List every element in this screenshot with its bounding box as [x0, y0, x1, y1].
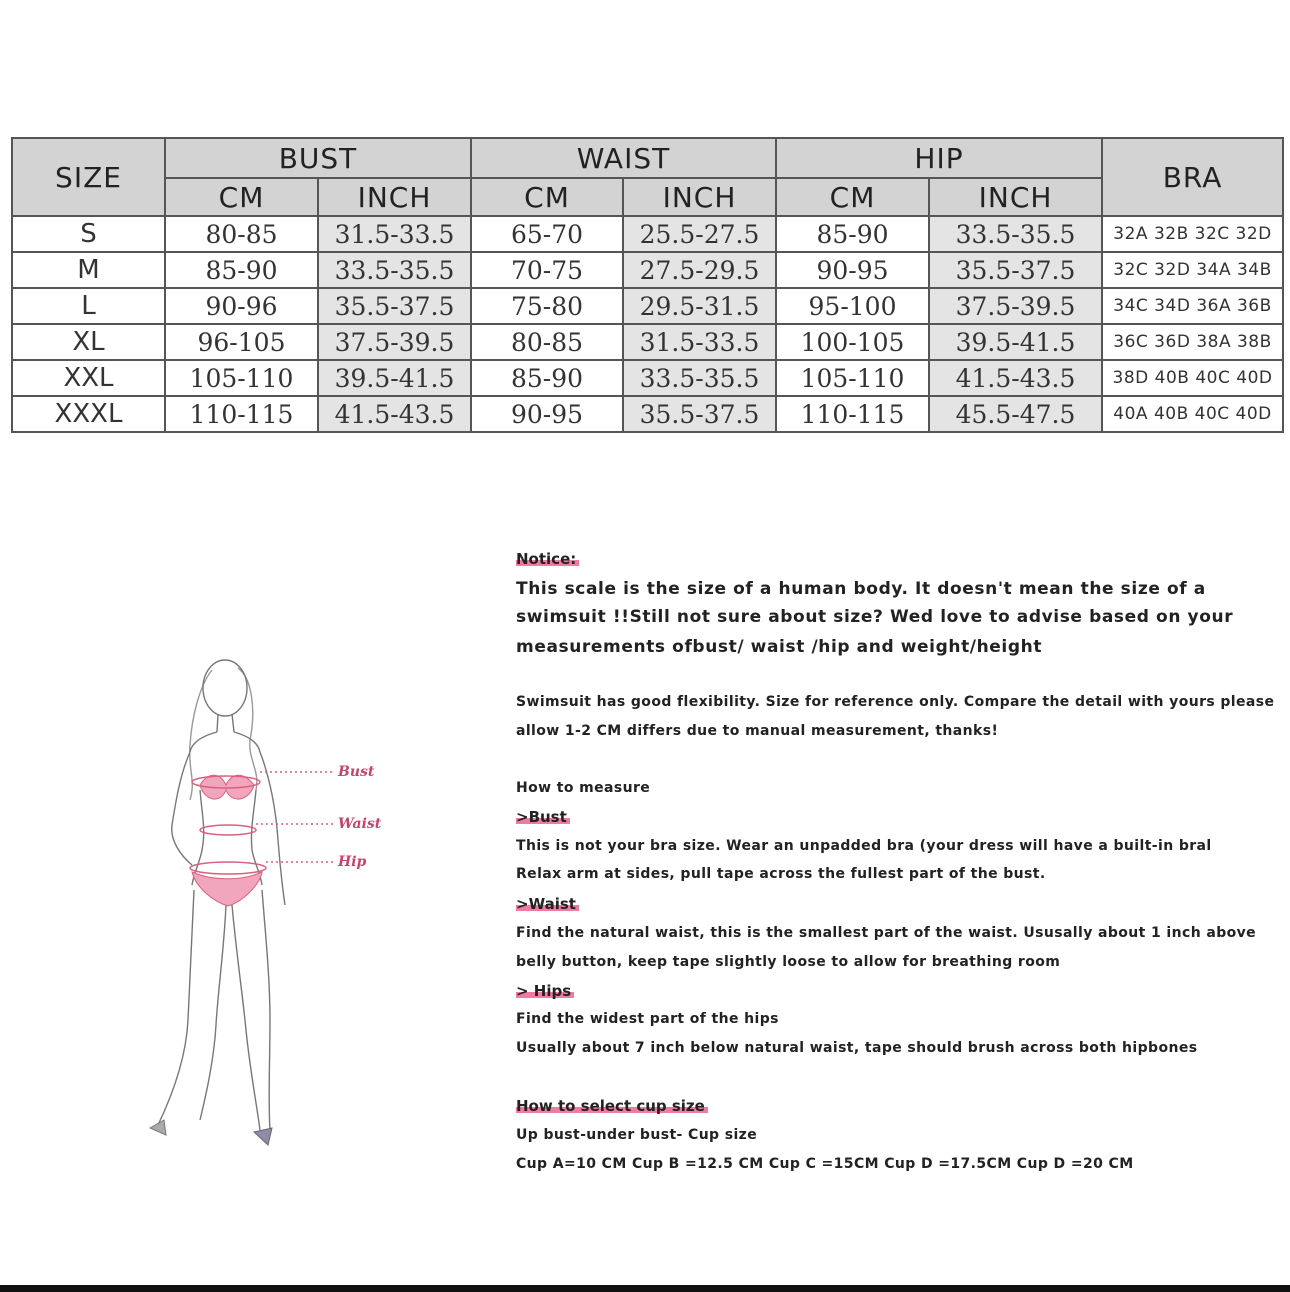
- size-cell: XL: [12, 324, 165, 360]
- size-cell: S: [12, 216, 165, 252]
- measure-cell: 31.5-33.5: [318, 216, 471, 252]
- measure-cell: 110-115: [776, 396, 929, 432]
- hip-label: Hip: [338, 854, 367, 870]
- measure-cell: 85-90: [471, 360, 623, 396]
- cup-line-2: Cup A=10 CM Cup B =12.5 CM Cup C =15CM Cup D =17.5CM Cup D =20 CM: [516, 1156, 1134, 1172]
- bottom-bar: [0, 1285, 1290, 1292]
- bra-header: BRA: [1102, 138, 1283, 216]
- table-row: [12, 360, 1283, 396]
- hip-inch-header: INCH: [929, 178, 1102, 216]
- body-measurement-illustration: [120, 640, 420, 1160]
- measure-cell: 35.5-37.5: [929, 252, 1102, 288]
- hips-title: > Hips: [516, 982, 574, 1000]
- size-cell: M: [12, 252, 165, 288]
- measure-cell: 75-80: [471, 288, 623, 324]
- bust-title: >Bust: [516, 808, 570, 826]
- measure-cell: 100-105: [776, 324, 929, 360]
- waist-label: Waist: [338, 816, 382, 832]
- waist-header: WAIST: [471, 138, 776, 178]
- bra-cell: 34C 34D 36A 36B: [1102, 288, 1283, 324]
- bra-cell: 32C 32D 34A 34B: [1102, 252, 1283, 288]
- size-cell: L: [12, 288, 165, 324]
- measure-cell: 31.5-33.5: [623, 324, 776, 360]
- how-to-measure: How to measure: [516, 780, 651, 796]
- waist-title: >Waist: [516, 895, 579, 913]
- size-chart-table: [11, 137, 1284, 433]
- measure-cell: 39.5-41.5: [318, 360, 471, 396]
- waist-inch-header: INCH: [623, 178, 776, 216]
- waist-cm-header: CM: [471, 178, 623, 216]
- measure-cell: 35.5-37.5: [623, 396, 776, 432]
- measure-cell: 35.5-37.5: [318, 288, 471, 324]
- table-row: [12, 324, 1283, 360]
- size-header: SIZE: [12, 138, 165, 216]
- measure-cell: 80-85: [471, 324, 623, 360]
- measure-cell: 41.5-43.5: [318, 396, 471, 432]
- bust-inch-header: INCH: [318, 178, 471, 216]
- bra-cell: 32A 32B 32C 32D: [1102, 216, 1283, 252]
- measure-cell: 25.5-27.5: [623, 216, 776, 252]
- bust-cm-header: CM: [165, 178, 318, 216]
- cup-line-1: Up bust-under bust- Cup size: [516, 1127, 758, 1143]
- bust-header: BUST: [165, 138, 471, 178]
- measure-cell: 33.5-35.5: [318, 252, 471, 288]
- measure-cell: 33.5-35.5: [929, 216, 1102, 252]
- measure-cell: 39.5-41.5: [929, 324, 1102, 360]
- measure-cell: 37.5-39.5: [929, 288, 1102, 324]
- table-row: [12, 252, 1283, 288]
- cup-title: How to select cup size: [516, 1097, 708, 1115]
- notice-line-1: This scale is the size of a human body. It doesn't mean the size of a: [516, 579, 1206, 599]
- flex-line-2: allow 1-2 CM differs due to manual measurement, thanks!: [516, 723, 999, 739]
- measure-cell: 110-115: [165, 396, 318, 432]
- hips-line-1: Find the widest part of the hips: [516, 1011, 779, 1027]
- flex-line-1: Swimsuit has good flexibility. Size for reference only. Compare the detail with yours please: [516, 694, 1275, 710]
- measure-cell: 95-100: [776, 288, 929, 324]
- table-row: [12, 216, 1283, 252]
- hip-cm-header: CM: [776, 178, 929, 216]
- bust-label: Bust: [338, 764, 375, 780]
- table-row: [12, 288, 1283, 324]
- notice-line-3: measurements ofbust/ waist /hip and weight/height: [516, 637, 1043, 657]
- bra-cell: 40A 40B 40C 40D: [1102, 396, 1283, 432]
- measure-cell: 70-75: [471, 252, 623, 288]
- measure-cell: 27.5-29.5: [623, 252, 776, 288]
- measure-cell: 41.5-43.5: [929, 360, 1102, 396]
- bra-cell: 38D 40B 40C 40D: [1102, 360, 1283, 396]
- measure-cell: 90-96: [165, 288, 318, 324]
- measure-cell: 85-90: [776, 216, 929, 252]
- measure-cell: 65-70: [471, 216, 623, 252]
- table-row: [12, 396, 1283, 432]
- measure-cell: 105-110: [776, 360, 929, 396]
- bra-cell: 36C 36D 38A 38B: [1102, 324, 1283, 360]
- waist-line-2: belly button, keep tape slightly loose to allow for breathing room: [516, 954, 1061, 970]
- measure-cell: 33.5-35.5: [623, 360, 776, 396]
- notice-title: Notice:: [516, 550, 579, 568]
- size-cell: XXL: [12, 360, 165, 396]
- size-cell: XXXL: [12, 396, 165, 432]
- measure-cell: 90-95: [776, 252, 929, 288]
- measure-cell: 105-110: [165, 360, 318, 396]
- bust-line-2: Relax arm at sides, pull tape across the fullest part of the bust.: [516, 866, 1046, 882]
- measure-cell: 85-90: [165, 252, 318, 288]
- bust-line-1: This is not your bra size. Wear an unpadded bra (your dress will have a built-in bral: [516, 838, 1212, 854]
- measure-cell: 80-85: [165, 216, 318, 252]
- notice-line-2: swimsuit !!Still not sure about size? Wed love to advise based on your: [516, 607, 1234, 627]
- hip-header: HIP: [776, 138, 1102, 178]
- measure-cell: 96-105: [165, 324, 318, 360]
- measure-cell: 29.5-31.5: [623, 288, 776, 324]
- measure-cell: 90-95: [471, 396, 623, 432]
- measure-cell: 45.5-47.5: [929, 396, 1102, 432]
- measure-cell: 37.5-39.5: [318, 324, 471, 360]
- hips-line-2: Usually about 7 inch below natural waist, tape should brush across both hipbones: [516, 1040, 1198, 1056]
- waist-line-1: Find the natural waist, this is the smallest part of the waist. Ususally about 1 inch above: [516, 925, 1257, 941]
